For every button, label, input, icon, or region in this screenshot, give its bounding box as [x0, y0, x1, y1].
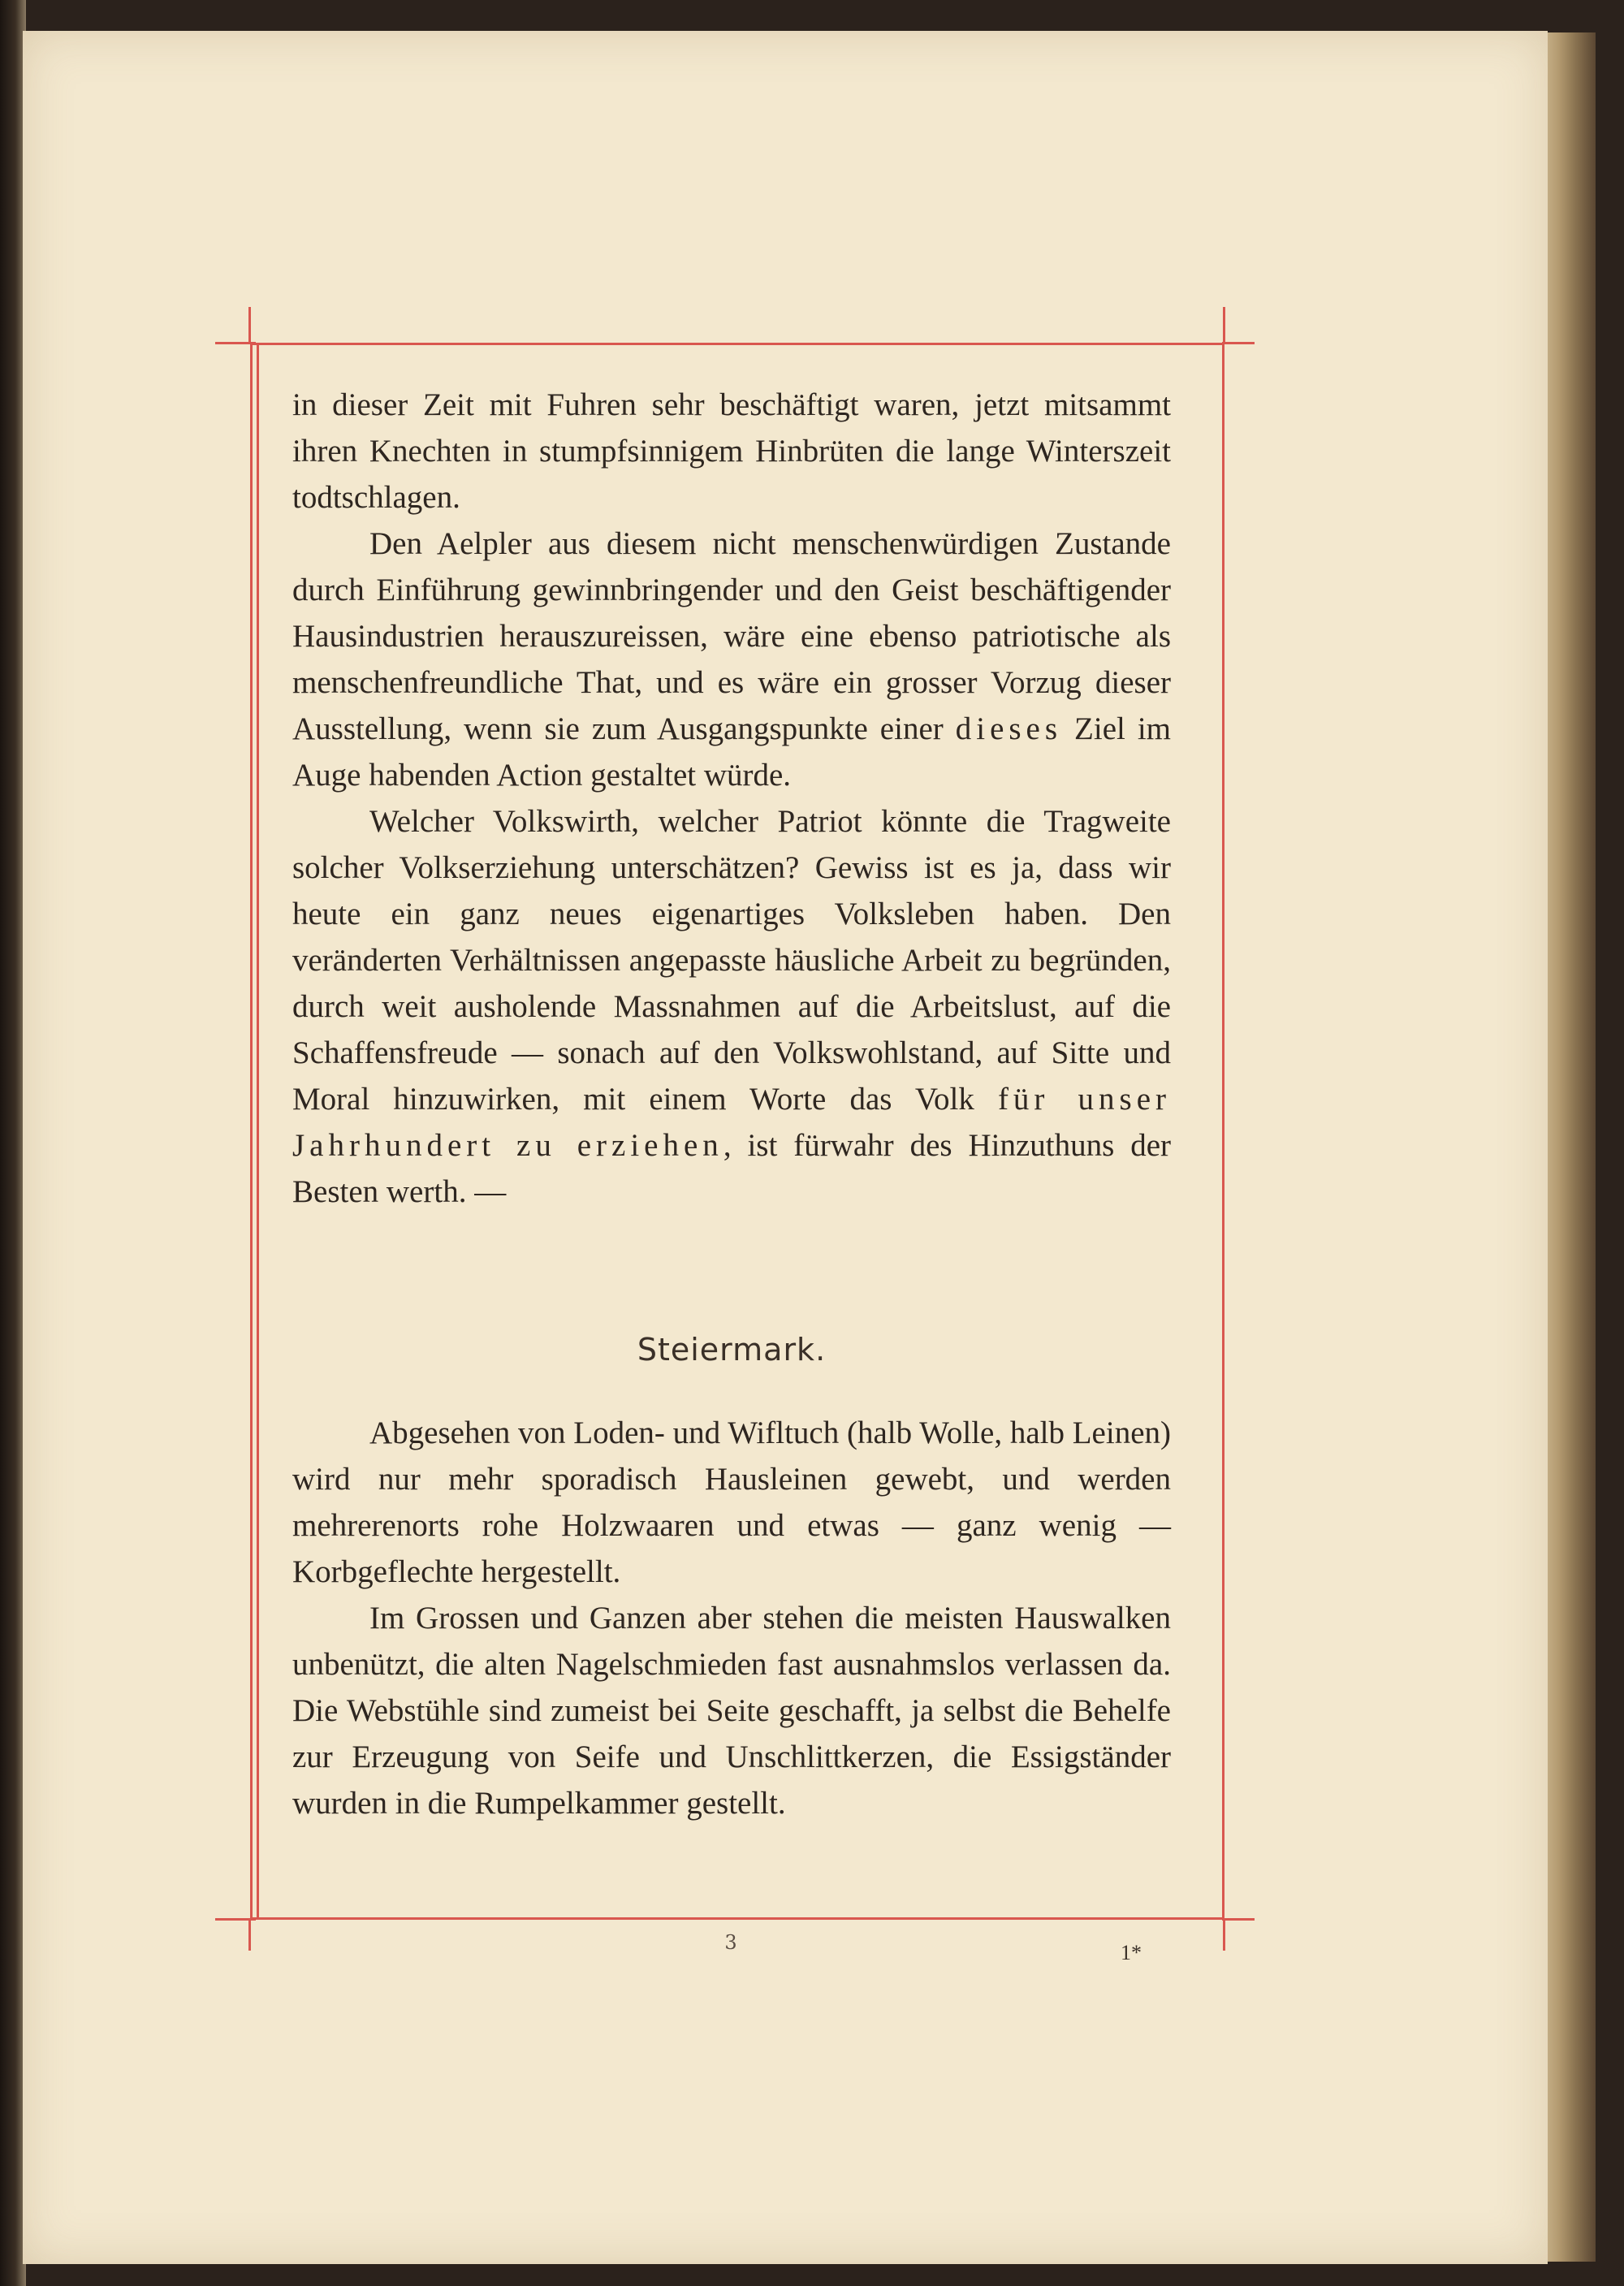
corner-tick	[1222, 342, 1255, 344]
body-text-upper	[292, 382, 1171, 1215]
page-stack-edge	[1543, 32, 1596, 2262]
signature-mark: 1*	[1121, 1941, 1142, 1964]
section-heading: Steiermark.	[637, 1332, 827, 1368]
page-number: 3	[724, 1931, 737, 1954]
paragraph: Welcher Volkswirth, welcher Patriot könnte die Tragweite solcher Volkserziehung unterschätzen? Gewiss ist es ja, dass wir heute ein ganz neues eigenartiges Volksleben haben. Den veränderten Verhältnissen angepasste häusliche Arbeit zu begründen, durch weit ausholende Massnahmen auf die Arbeitslust, auf die Schaffensfreude — sonach auf den Volkswohlstand, auf Sitte und Moral hinzuwirken, mit einem Worte das Volk für unser Jahrhundert zu erziehen, ist fürwahr des Hinzuthuns der Besten werth. —	[292, 804, 1171, 1209]
corner-tick	[1223, 307, 1225, 344]
paragraph: Den Aelpler aus diesem nicht menschenwürdigen Zustande durch Einführung gewinnbringender und den Geist beschäftigender Hausindustrien herauszureissen, wäre eine ebenso patriotische als menschenfreundliche That, und es wäre ein grosser Vorzug dieser Ausstellung, wenn sie zum Ausgangspunkte einer dieses Ziel im Auge habenden Action gestaltet würde.	[292, 526, 1171, 793]
paragraph: in dieser Zeit mit Fuhren sehr beschäftigt waren, jetzt mitsammt ihren Knechten in stumpfsinnigem Hinbrüten die lange Winterszeit todtschlagen.	[292, 387, 1171, 515]
corner-tick	[1223, 1918, 1225, 1951]
corner-tick	[1222, 1918, 1255, 1921]
red-border-inner-line	[257, 343, 259, 1920]
corner-tick	[248, 1918, 251, 1951]
body-text-lower	[292, 1410, 1171, 1826]
paragraph: Abgesehen von Loden- und Wifltuch (halb Wolle, halb Leinen) wird nur mehr sporadisch Hausleinen gewebt, und werden mehrerenorts rohe Holzwaaren und etwas — ganz wenig — Korbgeflechte hergestellt.	[292, 1415, 1171, 1589]
paragraph: Im Grossen und Ganzen aber stehen die meisten Hauswalken unbenützt, die alten Nagelschmieden fast ausnahmslos verlassen da. Die Webstühle sind zumeist bei Seite geschafft, ja selbst die Behelfe zur Erzeugung von Seife und Unschlittkerzen, die Essigständer wurden in die Rumpelkammer gestellt.	[292, 1601, 1171, 1821]
corner-tick	[248, 307, 251, 344]
